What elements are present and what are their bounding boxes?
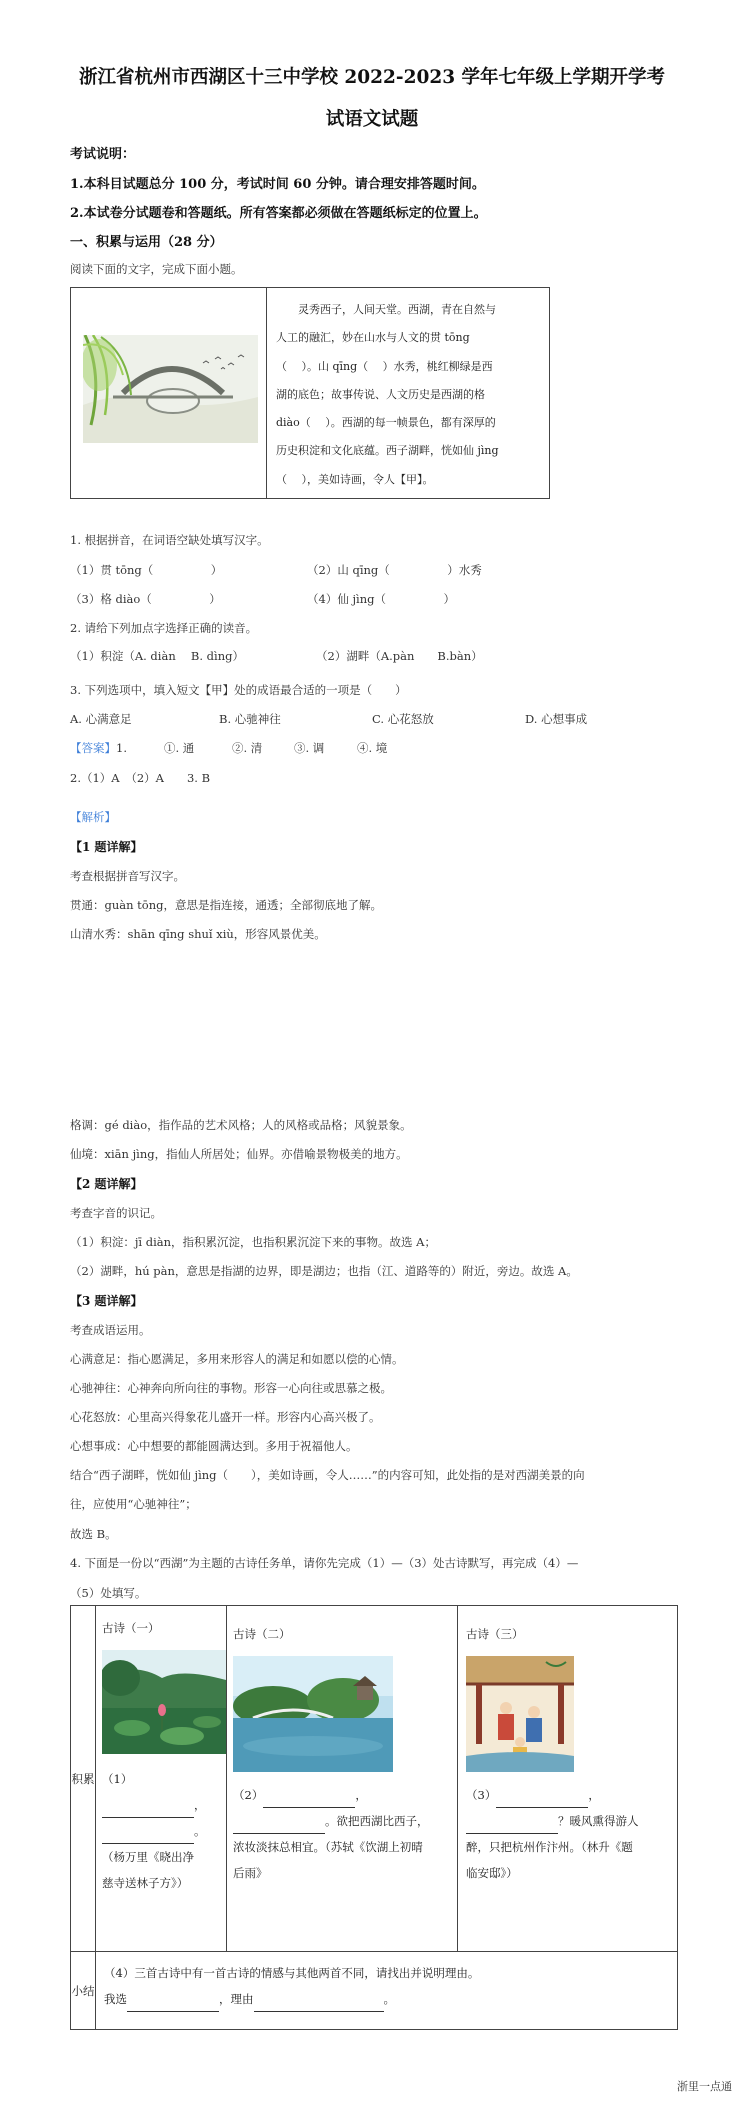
analysis-line: （2）湖畔，hú pàn，意思是指湖的边界，即是湖边；也指（江、道路等的）附近，旁边。故选 A。 xyxy=(70,1264,578,1278)
answer-blank[interactable] xyxy=(263,1793,355,1808)
answer-3: ③. 调 xyxy=(294,741,325,755)
analysis-line: 心驰神往：心神奔向所向往的事物。形容一心向往或思慕之极。 xyxy=(70,1381,392,1395)
poem3-line-2: ？暖风熏得游人 xyxy=(466,1808,666,1834)
answer-num: 1. xyxy=(116,741,127,755)
footer-watermark: 浙里一点通 xyxy=(677,2080,732,2093)
row-label-summary: 小结 xyxy=(71,1952,96,2030)
poem-cell-2 xyxy=(227,1606,458,1952)
q3-option-b: B. 心驰神往 xyxy=(219,712,281,726)
q2-stem: 2. 请给下列加点字选择正确的读音。 xyxy=(70,621,258,635)
answer-2: ②. 清 xyxy=(232,741,263,755)
poem3-title: 古诗（三） xyxy=(466,1627,524,1641)
answer-blank[interactable] xyxy=(102,1829,194,1844)
q3-option-c: C. 心花怒放 xyxy=(372,712,434,726)
passage-line: 历史积淀和文化底蕴。西子湖畔，恍如仙 jìng xyxy=(276,444,499,458)
analysis-line: 心想事成：心中想要的都能圆满达到。多用于祝福他人。 xyxy=(70,1439,358,1453)
q3-option-a: A. 心满意足 xyxy=(70,712,132,726)
analysis-line: 贯通：guàn tōng，意思是指连接，通透；全部彻底地了解。 xyxy=(70,898,382,912)
q1-option-4: （4）仙 jìng（ ） xyxy=(307,592,455,606)
instructions-heading: 考试说明： xyxy=(70,147,136,162)
passage-line: （ ），美如诗画，令人【甲】。 xyxy=(276,472,434,486)
passage-line: 湖的底色；故事传说、人文历史是西湖的格 xyxy=(276,387,485,401)
q2-option-2: （2）湖畔（A.pàn B.bàn） xyxy=(316,649,483,663)
poem2-line-3: 浓妆淡抹总相宜。（苏轼《饮湖上初晴 xyxy=(233,1840,423,1854)
passage-line: 灵秀西子，人间天堂。西湖，青在自然与 xyxy=(298,303,496,316)
answer-blank-choice[interactable] xyxy=(127,1997,219,2012)
answer-line-1 xyxy=(70,740,127,756)
passage-illustration-cell xyxy=(71,288,267,498)
answer-blank[interactable] xyxy=(102,1803,194,1818)
passage-line: diào（ ）。西湖的每一帧景色，都有深厚的 xyxy=(276,416,496,430)
poem3-line-3: 醉，只把杭州作汴州。（林升《题 xyxy=(466,1840,633,1854)
poem2-line-2: 。欲把西湖比西子， xyxy=(233,1808,455,1834)
answer-blank[interactable] xyxy=(233,1819,325,1834)
passage-line: （ ）。山 qīng（ ）水秀，桃红柳绿是西 xyxy=(276,359,493,373)
answer-blank-reason[interactable] xyxy=(254,1997,384,2012)
poem1-num: （1） xyxy=(102,1772,133,1786)
row-label-accumulate: 积累 xyxy=(71,1606,96,1952)
answer-tag: 【答案】 xyxy=(70,741,116,755)
feast-painting-image xyxy=(466,1656,574,1772)
poem1-fill xyxy=(102,1766,224,1896)
q3-stem: 3. 下列选项中，填入短文【甲】处的成语最合适的一项是（ ） xyxy=(70,683,407,697)
section-heading: 一、积累与运用（28 分） xyxy=(70,235,223,250)
passage-text xyxy=(276,296,541,494)
passage-box xyxy=(70,287,550,499)
analysis-line: （1）积淀：jī diàn，指积累沉淀，也指积累沉淀下来的事物。故选 A； xyxy=(70,1235,436,1249)
analysis-line: 心花怒放：心里高兴得象花儿盛开一样。形容内心高兴极了。 xyxy=(70,1410,381,1424)
instructions-item-2: 2.本试卷分试题卷和答题纸。所有答案都必须做在答题纸标定的位置上。 xyxy=(70,206,487,221)
poem1-source-2: 慈寺送林子方》） xyxy=(102,1876,189,1890)
page-title-line2: 试语文试题 xyxy=(325,109,419,130)
analysis-line: 格调：gé diào，指作品的艺术风格；人的风格或品格；风貌景象。 xyxy=(70,1118,412,1132)
analysis-heading-1: 【1 题详解】 xyxy=(70,840,143,854)
analysis-line: 仙境：xiān jìng，指仙人所居处；仙界。亦借喻景物极美的地方。 xyxy=(70,1147,408,1161)
summary-answer-line: 我选 ，理由 。 xyxy=(104,1986,677,2012)
analysis-line: 山清水秀：shān qīng shuǐ xiù，形容风景优美。 xyxy=(70,927,326,941)
poem2-title: 古诗（二） xyxy=(233,1627,291,1641)
q4-stem-line-2: （5）处填写。 xyxy=(70,1586,147,1600)
poem-cell-3 xyxy=(458,1606,678,1952)
analysis-heading-3: 【3 题详解】 xyxy=(70,1294,143,1308)
poem-task-table xyxy=(70,1605,678,2030)
analysis-line: 心满意足：指心愿满足，多用来形容人的满足和如愿以偿的心情。 xyxy=(70,1352,404,1366)
poem1-title: 古诗（一） xyxy=(102,1621,160,1635)
summary-question: （4）三首古诗中有一首古诗的情感与其他两首不同，请找出并说明理由。 xyxy=(104,1966,480,1981)
poem-cell-1 xyxy=(96,1606,227,1952)
analysis-line: 往，应使用“心驰神往”； xyxy=(70,1497,197,1511)
poem1-source-1: （杨万里《晓出净 xyxy=(102,1850,194,1864)
poem3-line-4: 临安邸》） xyxy=(466,1866,518,1880)
poem2-line-1: （2） ， xyxy=(233,1782,455,1808)
q4-stem-line-1: 4. 下面是一份以“西湖”为主题的古诗任务单，请你先完成（1）—（3）处古诗默写，再完成（4）— xyxy=(70,1556,579,1570)
poem3-line-1: （3） ， xyxy=(466,1782,666,1808)
q1-option-2: （2）山 qīng（ ）水秀 xyxy=(307,563,482,577)
analysis-line: 考查成语运用。 xyxy=(70,1323,151,1337)
section-intro: 阅读下面的文字，完成下面小题。 xyxy=(70,262,243,276)
poem3-fill xyxy=(466,1782,666,1886)
analysis-heading-2: 【2 题详解】 xyxy=(70,1177,143,1191)
poem1-blank-line-2: 。 xyxy=(102,1818,224,1844)
page-title-line1: 浙江省杭州市西湖区十三中学校 2022-2023 学年七年级上学期开学考 xyxy=(78,67,666,88)
answer-line-2: 2.（1）A （2）A 3. B xyxy=(70,771,211,785)
analysis-tag: 【解析】 xyxy=(70,810,116,824)
summary-cell xyxy=(96,1952,678,2030)
q1-stem: 1. 根据拼音，在词语空缺处填写汉字。 xyxy=(70,533,269,547)
passage-line: 人工的融汇，妙在山水与人文的贯 tōng xyxy=(276,331,470,345)
q1-option-3: （3）格 diào（ ） xyxy=(70,592,221,606)
analysis-line: 考查字音的识记。 xyxy=(70,1206,162,1220)
lotus-lake-image xyxy=(102,1650,226,1754)
west-lake-bridge-illustration xyxy=(83,335,258,443)
analysis-line: 故选 B。 xyxy=(70,1527,117,1541)
poem1-blank-line-1: ， xyxy=(102,1792,224,1818)
answer-blank[interactable] xyxy=(466,1819,558,1834)
instructions-item-1: 1.本科目试题总分 100 分，考试时间 60 分钟。请合理安排答题时间。 xyxy=(70,177,485,192)
analysis-line: 考查根据拼音写汉字。 xyxy=(70,869,185,883)
west-lake-pavilion-image xyxy=(233,1656,393,1772)
q3-option-d: D. 心想事成 xyxy=(525,712,588,726)
q2-option-1: （1）积淀（A. diàn B. dìng） xyxy=(70,649,244,663)
answer-4: ④. 境 xyxy=(357,741,388,755)
poem2-fill xyxy=(233,1782,455,1886)
poem2-line-4: 后雨》 xyxy=(233,1866,268,1880)
q1-option-1: （1）贯 tōng（ ） xyxy=(70,563,223,577)
analysis-line: 结合“西子湖畔，恍如仙 jìng（ ），美如诗画，令人……”的内容可知，此处指的是对西湖美景的向 xyxy=(70,1468,585,1482)
answer-1: ①. 通 xyxy=(164,741,195,755)
answer-blank[interactable] xyxy=(496,1793,588,1808)
